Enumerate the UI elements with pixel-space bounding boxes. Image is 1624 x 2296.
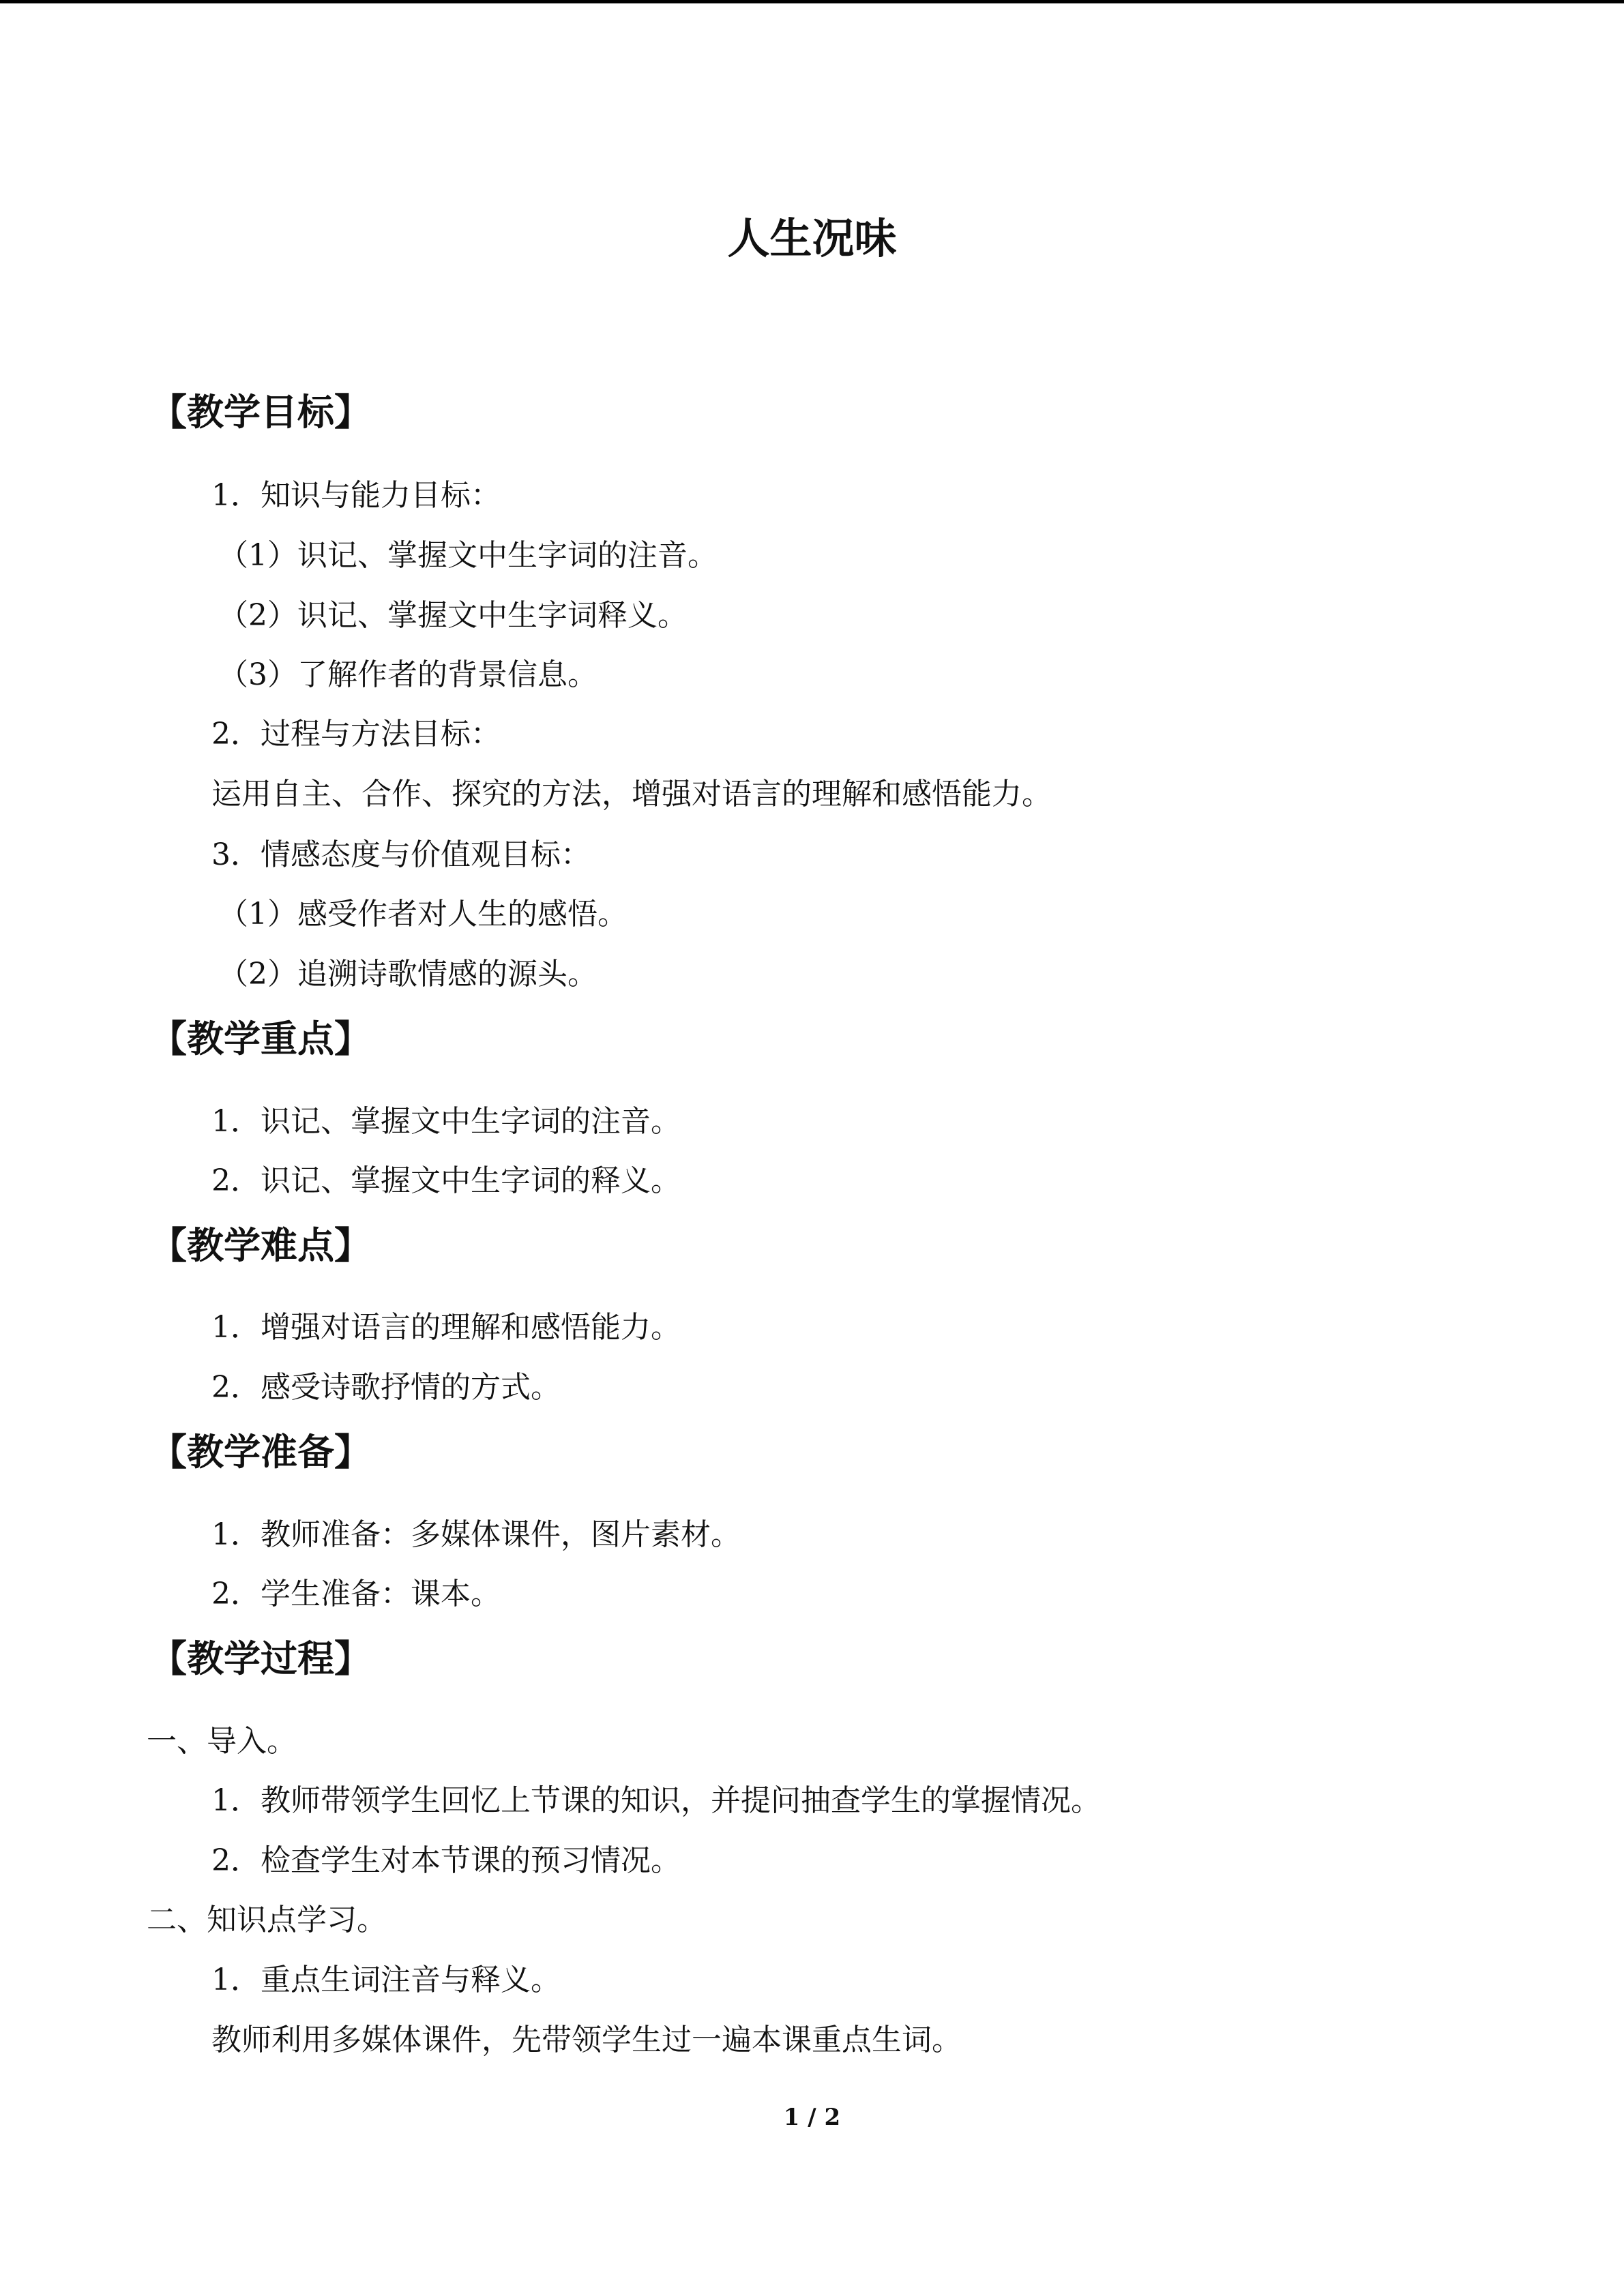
process-line: 一、导入。: [147, 1724, 297, 1759]
document-title: 人生况味: [727, 213, 897, 263]
process-line: 1．教师带领学生回忆上节课的知识，并提问抽查学生的掌握情况。: [211, 1783, 1101, 1818]
section-heading-preparation: 【教学准备】: [150, 1431, 371, 1474]
process-line: 教师利用多媒体课件，先带领学生过一遍本课重点生词。: [211, 2023, 962, 2057]
process-line: 2．检查学生对本节课的预习情况。: [211, 1843, 681, 1878]
objective-line: （2）识记、掌握文中生字词释义。: [218, 598, 688, 633]
objective-line: （1）感受作者对人生的感悟。: [218, 897, 628, 931]
objective-line: （3）了解作者的背景信息。: [218, 657, 597, 692]
preparation-line: 2．学生准备：课本。: [211, 1577, 501, 1611]
page-number: 1 / 2: [783, 2104, 841, 2131]
difficulty-line: 2．感受诗歌抒情的方式。: [211, 1370, 561, 1405]
difficulty-line: 1．增强对语言的理解和感悟能力。: [211, 1310, 681, 1345]
objective-line: （1）识记、掌握文中生字词的注音。: [218, 538, 718, 573]
objective-line: 3．情感态度与价值观目标：: [211, 837, 591, 872]
section-heading-process: 【教学过程】: [150, 1637, 371, 1680]
objective-line: （2）追溯诗歌情感的源头。: [218, 957, 597, 992]
process-line: 二、知识点学习。: [147, 1903, 387, 1937]
top-border-rule: [0, 0, 1624, 3]
preparation-line: 1．教师准备：多媒体课件，图片素材。: [211, 1517, 741, 1552]
objective-line: 运用自主、合作、探究的方法，增强对语言的理解和感悟能力。: [211, 777, 1052, 811]
key-point-line: 2．识记、掌握文中生字词的释义。: [211, 1163, 681, 1198]
section-heading-objectives: 【教学目标】: [150, 391, 371, 434]
key-point-line: 1．识记、掌握文中生字词的注音。: [211, 1104, 681, 1139]
process-line: 1．重点生词注音与释义。: [211, 1963, 561, 1997]
section-heading-difficulties: 【教学难点】: [150, 1224, 371, 1267]
objective-line: 2．过程与方法目标：: [211, 717, 501, 751]
objective-line: 1．知识与能力目标：: [211, 478, 501, 513]
section-heading-key-points: 【教学重点】: [150, 1017, 371, 1060]
